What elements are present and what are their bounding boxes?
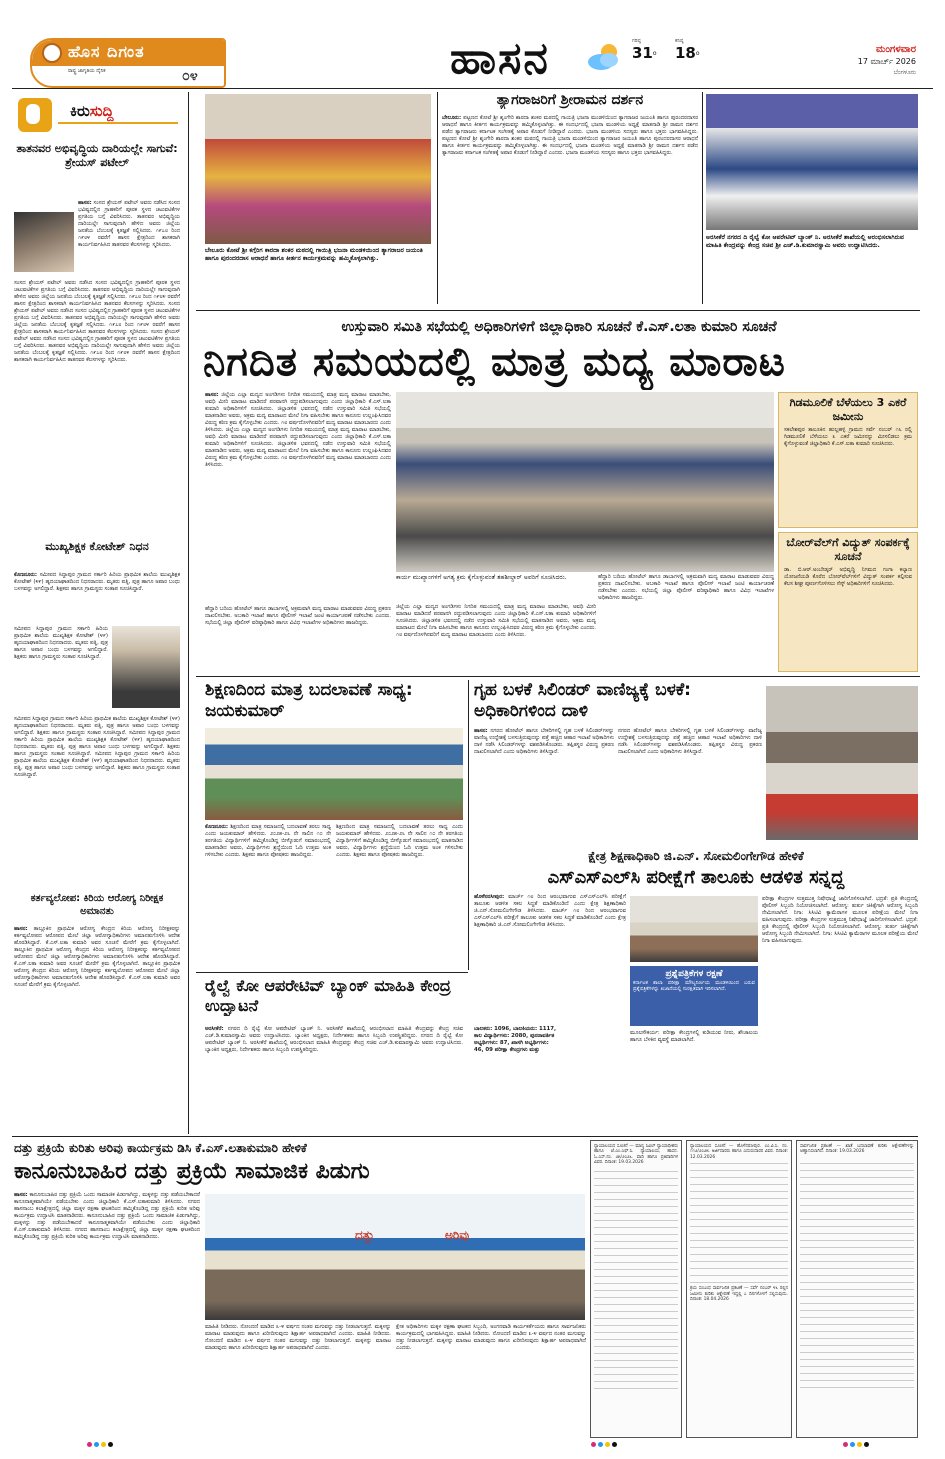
adoption-event-photo [205,1194,585,1320]
story2-text-cont2: ಸಮೀಪದ ಸಿದ್ದಾಪುರ ಗ್ರಾಮದ ಸರ್ಕಾರಿ ಹಿರಿಯ ಪ್ರಾಥಮಿಕ ಶಾಲೆಯ ಮುಖ್ಯಶಿಕ್ಷಕ ಕೋಟೇಶ್ (೪೯) ಹೃದಯಾಘಾತದಿಂದ ನಿಧನರಾದರು. ಮೃತರು ಪತ್ನಿ, ಪುತ್ರ ಹಾಗೂ ಅಪಾರ ಬಂಧು ಬಳಗವನ್ನು ಅಗಲಿದ್ದಾರೆ. ಶಿಕ್ಷಕರು ಹಾಗೂ ಗ್ರಾಮಸ್ಥರು ಸಂತಾಪ ಸೂಚಿಸಿದ್ದಾರೆ. [14,716,180,736]
question-paper-box [630,966,758,1026]
sslc-stat-4: 46, 09 ಪರೀಕ್ಷಾ ಕೇಂದ್ರಗಳು ಮತ್ತು [474,1047,540,1053]
officer-photo [630,896,758,962]
reg-dot-magenta [87,1442,92,1447]
story1-photo [14,212,74,272]
paper-logo [30,38,226,88]
sslc-right-body [762,896,918,1130]
adoption-body [14,1192,200,1436]
raid-photo [766,686,918,840]
max-temp: 31 [632,44,653,63]
cylinder-dateline: ಹಾಸನ: [474,728,488,734]
notice-4-lines [800,1158,914,1388]
story3-dateline: ಹಾಸನ: [14,926,28,932]
lead-kicker: ಉಸ್ತುವಾರಿ ಸಮಿತಿ ಸಭೆಯಲ್ಲಿ ಅಧಿಕಾರಿಗಳಿಗೆ ಜಿಲ್ಲಾಧಿಕಾರಿ ಸೂಚನೆ ಕೆ.ಎಸ್.ಲತಾ ಕುಮಾರಿ ಸೂಚನೆ [341,319,777,335]
bank-text: ನಗರದ ದಿ ರೈಲ್ವೆ ಕೋ ಆಪರೇಟಿವ್ ಬ್ಯಾಂಕ್ ನಿ. ಅರಸೀಕೆರೆ ಶಾಖೆಯಲ್ಲಿ ಆರಂಭಿಸಲಾದ ಮಾಹಿತಿ ಕೇಂದ್ರವನ್ನು ಕೇಂದ್ರ ಸಚಿವ ಎಚ್.ಡಿ.ಕುಮಾರಸ್ವಾಮಿ ಅವರು ಉದ್ಘಾಟಿಸಿದರು. ಬ್ಯಾಂಕಿನ ಅಧ್ಯಕ್ಷರು, ನಿರ್ದೇಶಕರು ಹಾಗೂ ಸಿಬ್ಬಂದಿ ಉಪಸ್ಥಿತರಿದ್ದರು. [205,1026,463,1039]
reg-dot-magenta-3 [843,1442,848,1447]
story2-headline: ಮುಖ್ಯಶಿಕ್ಷಕ ಕೋಟೇಶ್ ನಿಧನ [45,540,149,553]
meeting-caption: ಕಾರ್ಯ ಮುಖ್ಯಾಂಗಳಿಗೆ ಅಗತ್ಯ ಕ್ರಮ ಕೈಗೊಳ್ಳುವಂತೆ ತಹಶೀಲ್ದಾರ್ ಅವರಿಗೆ ಸೂಚಿಸಿದರು. [396,574,567,581]
adoption-dateline: ಹಾಸನ: [14,1192,28,1198]
adoption-text-3: ಕ್ಷೇತ ಅಧಿಕಾರಿಗಳು ಮಕ್ಕಳ ರಕ್ಷಣಾ ಘಟಕದ ಸಿಬ್ಬಂದಿ, ಅಂಗನವಾಡಿ ಕಾರ್ಯಕರ್ತೆಯರು ಹಾಗೂ ಸಾರ್ವಜನಿಕರು ಕಾರ್ಯಕ್ರಮದಲ್ಲಿ ಭಾಗವಹಿಸಿದ್ದರು. [396,1324,586,1337]
adoption-body-2 [205,1324,391,1434]
borewell-headline: ಬೋರ್‌ವೆಲ್‌ಗೆ ವಿದ್ಯುತ್ ಸಂಪರ್ಕಕ್ಕೆ ಸೂಚನೆ [786,536,910,563]
sslc-right-text-cont: ಪರೀಕ್ಷಾ ಕೇಂದ್ರಗಳ ಸುತ್ತಮುತ್ತ ನಿಷೇಧಾಜ್ಞೆ ಜಾರಿಗೊಳಿಸಲಾಗಿದೆ. ಭದ್ರತೆ: ಪ್ರತಿ ಕೇಂದ್ರದಲ್ಲಿ ಪೊಲೀಸ್ ಸಿಬ್ಬಂದಿ ನಿಯೋಜಿಸಲಾಗಿದೆ. ಆರೋಗ್ಯ: ತುರ್ತು ಚಿಕಿತ್ಸೆಗಾಗಿ ಆರೋಗ್ಯ ಸಿಬ್ಬಂದಿ ನೇಮಿಸಲಾಗಿದೆ. ನಿಗಾ: ಸಿಸಿಟಿವಿ ಕ್ಯಾಮೆರಾಗಳ ಮೂಲಕ ಪರೀಕ್ಷೆಯ ಮೇಲೆ ನಿಗಾ ವಹಿಸಲಾಗುವುದು. [762,917,918,944]
story3-headline: ಕರ್ತವ್ಯಲೋಪ: ಕಿರಿಯ ಆರೋಗ್ಯ ನಿರೀಕ್ಷಕ ಅಮಾನತು [30,893,164,917]
min-temp: 18 [675,44,696,63]
weekday: ಮಂಗಳವಾರ [875,44,916,55]
issue-date: 17 ಮಾರ್ಚ್ 2026 [857,56,916,66]
story2-text: ಸಮೀಪದ ಸಿದ್ದಾಪುರ ಗ್ರಾಮದ ಸರ್ಕಾರಿ ಹಿರಿಯ ಪ್ರಾಥಮಿಕ ಶಾಲೆಯ ಮುಖ್ಯಶಿಕ್ಷಕ ಕೋಟೇಶ್ (೪೯) ಹೃದಯಾಘಾತದಿಂದ ನಿಧನರಾದರು. ಮೃತರು ಪತ್ನಿ, ಪುತ್ರ ಹಾಗೂ ಅಪಾರ ಬಂಧು ಬಳಗವನ್ನು ಅಗಲಿದ್ದಾರೆ. ಶಿಕ್ಷಕರು ಹಾಗೂ ಗ್ರಾಮಸ್ಥರು ಸಂತಾಪ ಸೂಚಿಸಿದ್ದಾರೆ. [14,572,180,592]
reg-dot-yellow-3 [857,1442,862,1447]
col-rule-2 [702,92,703,304]
sslc-dateline: ಹೊಳೆನರಸೀಪುರ: [474,894,505,900]
legal-notice-1-text: ನ್ಯಾಯಾಲಯದ ಸೂಚನೆ — ಮಾನ್ಯ ಸಿವಿಲ್ ನ್ಯಾಯಾಧೀಶರು ಹಾಗೂ ಜೆ.ಎಂ.ಎಫ್.ಸಿ. ನ್ಯಾಯಾಲಯ, ಹಾಸನ. ಓ.ಎಸ್.ನಂ. ೨೫/೨೦೨೬. ವಾದಿ ಹಾಗೂ ಪ್ರತಿವಾದಿಗಳ ವಿವರ. ದಿನಾಂಕ: 19.03.2026 [594,1144,678,1166]
education-headline: ಶಿಕ್ಷಣದಿಂದ ಮಾತ್ರ ಬದಲಾವಣೆ ಸಾಧ್ಯ: ಜಯಕುಮಾರ್ [205,680,413,721]
sslc-stats [474,1026,626,1092]
sslc-right-text: ಪರೀಕ್ಷಾ ಕೇಂದ್ರಗಳ ಸುತ್ತಮುತ್ತ ನಿಷೇಧಾಜ್ಞೆ ಜಾರಿಗೊಳಿಸಲಾಗಿದೆ. ಭದ್ರತೆ: ಪ್ರತಿ ಕೇಂದ್ರದಲ್ಲಿ ಪೊಲೀಸ್ ಸಿಬ್ಬಂದಿ ನಿಯೋಜಿಸಲಾಗಿದೆ. ಆರೋಗ್ಯ: ತುರ್ತು ಚಿಕಿತ್ಸೆಗಾಗಿ ಆರೋಗ್ಯ ಸಿಬ್ಬಂದಿ ನೇಮಿಸಲಾಗಿದೆ. ನಿಗಾ: ಸಿಸಿಟಿವಿ ಕ್ಯಾಮೆರಾಗಳ ಮೂಲಕ ಪರೀಕ್ಷೆಯ ಮೇಲೆ ನಿಗಾ ವಹಿಸಲಾಗುವುದು. [762,896,918,923]
adoption-text-2b: ಮಾಹಿತಿ ನೀಡಿದರು. ನೋಂದಣಿ ಮಾಡಿದ ೩-೪ ವರ್ಷದ ನಂತರ ಮಗುವನ್ನು ದತ್ತು ನೀಡಲಾಗುತ್ತದೆ. ಮಕ್ಕಳನ್ನು ಮಾರಾಟ ಮಾಡುವುದು ಹಾಗೂ ಖರೀದಿಸುವುದು ಶಿಕ್ಷಾರ್ಹ ಅಪರಾಧವಾಗಿದೆ ಎಂದರು. [205,1331,391,1351]
col-rule [437,92,438,304]
min-degree: o [695,50,700,58]
reg-dot-yellow-2 [605,1442,610,1447]
kiru-label: ಕಿರುಸುದ್ದಿ [70,102,114,120]
color-registration-mid [590,1442,630,1450]
thyagaraja-body [442,115,698,305]
bank-text-cont: ನಗರದ ದಿ ರೈಲ್ವೆ ಕೋ ಆಪರೇಟಿವ್ ಬ್ಯಾಂಕ್ ನಿ. ಅರಸೀಕೆರೆ ಶಾಖೆಯಲ್ಲಿ ಆರಂಭಿಸಲಾದ ಮಾಹಿತಿ ಕೇಂದ್ರವನ್ನು ಕೇಂದ್ರ ಸಚಿವ ಎಚ್.ಡಿ.ಕುಮಾರಸ್ವಾಮಿ ಅವರು ಉದ್ಘಾಟಿಸಿದರು. ಬ್ಯಾಂಕಿನ ಅಧ್ಯಕ್ಷರು, ನಿರ್ದೇಶಕರು ಹಾಗೂ ಸಿಬ್ಬಂದಿ ಉಪಸ್ಥಿತರಿದ್ದರು. [205,1033,463,1053]
masthead-rule [12,88,933,89]
bank-headline: ರೈಲ್ವೆ ಕೋ ಆಪರೇಟಿವ್ ಬ್ಯಾಂಕ್ ಮಾಹಿತಿ ಕೇಂದ್ರ ಉದ್ಘಾಟನೆ [205,976,451,1015]
legal-notice-1 [590,1140,682,1438]
students-photo [205,728,463,820]
story2-body-cont2 [14,716,180,888]
bottom-section-rule [12,1136,918,1137]
color-registration-left [86,1442,126,1450]
thyagaraja-dateline: ಬೇಲೂರು: [442,115,462,121]
page-number: ೦೪ [182,68,198,84]
story2-body-cont [14,626,108,716]
sslc-headline: ಎಸ್‌ಎಸ್‌ಎಲ್‌ಸಿ ಪರೀಕ್ಷೆಗೆ ತಾಲೂಕು ಆಡಳಿತ ಸನ್ನದ್ದ [547,867,845,888]
adoption-text-3b: ಮಾಹಿತಿ ನೀಡಿದರು. ನೋಂದಣಿ ಮಾಡಿದ ೩-೪ ವರ್ಷದ ನಂತರ ಮಗುವನ್ನು ದತ್ತು ನೀಡಲಾಗುತ್ತದೆ. ಮಕ್ಕಳನ್ನು ಮಾರಾಟ ಮಾಡುವುದು ಹಾಗೂ ಖರೀದಿಸುವುದು ಶಿಕ್ಷಾರ್ಹ ಅಪರಾಧವಾಗಿದೆ ಎಂದರು. [396,1331,586,1351]
bank-inauguration-photo [706,94,918,230]
adoption-body-3 [396,1324,586,1434]
min-temp-label: ಕನಿಷ್ಠ [675,38,684,44]
banner-text-b: ಅರಿವು [445,1228,470,1242]
hand-icon [18,98,52,132]
lead-text-cont: ಜಿಲ್ಲೆಯ ಎಲ್ಲಾ ಮದ್ಯದ ಅಂಗಡಿಗಳು ನಿಗದಿತ ಸಮಯದಲ್ಲಿ ಮಾತ್ರ ಮದ್ಯ ಮಾರಾಟ ಮಾಡಬೇಕು, ಅವಧಿ ಮೀರಿ ಮಾರಾಟ ಮಾಡಿದರೆ ಪರವಾನಗಿ ರದ್ದುಪಡಿಸಲಾಗುವುದು ಎಂದು ಜಿಲ್ಲಾಧಿಕಾರಿ ಕೆ.ಎಸ್.ಲತಾ ಕುಮಾರಿ ಅಧಿಕಾರಿಗಳಿಗೆ ಸೂಚಿಸಿದರು. ಜಿಲ್ಲಾಡಳಿತ ಭವನದಲ್ಲಿ ನಡೆದ ಉಸ್ತುವಾರಿ ಸಮಿತಿ ಸಭೆಯಲ್ಲಿ ಮಾತನಾಡಿದ ಅವರು, ಅಕ್ರಮ ಮದ್ಯ ಮಾರಾಟದ ಮೇಲೆ ನಿಗಾ ವಹಿಸಬೇಕು ಹಾಗೂ ಕಾನೂನು ಉಲ್ಲಂಘಿಸಿದವರ ವಿರುದ್ಧ ಕಠಿಣ ಕ್ರಮ ಕೈಗೊಳ್ಳಬೇಕು ಎಂದರು. ೧೮ ವರ್ಷದೊಳಗಿನವರಿಗೆ ಮದ್ಯ ಮಾರಾಟ ಮಾಡಬಾರದು ಎಂದು ತಿಳಿಸಿದರು. [205,427,391,468]
lead-bottom-rule [196,676,920,677]
lead-dateline: ಹಾಸನ: [205,392,219,398]
story2-text-cont: ಸಮೀಪದ ಸಿದ್ದಾಪುರ ಗ್ರಾಮದ ಸರ್ಕಾರಿ ಹಿರಿಯ ಪ್ರಾಥಮಿಕ ಶಾಲೆಯ ಮುಖ್ಯಶಿಕ್ಷಕ ಕೋಟೇಶ್ (೪೯) ಹೃದಯಾಘಾತದಿಂದ ನಿಧನರಾದರು. ಮೃತರು ಪತ್ನಿ, ಪುತ್ರ ಹಾಗೂ ಅಪಾರ ಬಂಧು ಬಳಗವನ್ನು ಅಗಲಿದ್ದಾರೆ. ಶಿಕ್ಷಕರು ಹಾಗೂ ಗ್ರಾಮಸ್ಥರು ಸಂತಾಪ ಸೂಚಿಸಿದ್ದಾರೆ. [14,626,108,660]
lead-top-rule [196,310,920,311]
sslc-body [474,894,626,1024]
borewell-body: ಡಾ. ಬಿ.ಆರ್.ಅಂಬೇಡ್ಕರ್ ಅಭಿವೃದ್ಧಿ ನಿಗಮದ ಗಂಗಾ ಕಲ್ಯಾಣ ಯೋಜನೆಯಡಿ ಕೊರೆದ ಬೋರ್‌ವೆಲ್‌ಗಳಿಗೆ ವಿದ್ಯುತ್ ಸಂಪರ್ಕ ಕಲ್ಪಿಸುವ ಕೆಲಸ ಶೀಘ್ರ ಪೂರ್ಣಗೊಳಿಸಲು ಸೆಸ್ಕ್ ಅಧಿಕಾರಿಗಳಿಗೆ ಸೂಚಿಸಿದರು. [784,567,912,587]
adoption-headline: ಕಾನೂನುಬಾಹಿರ ದತ್ತು ಪ್ರಕ್ರಿಯೆ ಸಾಮಾಜಿಕ ಪಿಡುಗು [14,1159,370,1184]
story2-text-cont3: ಸಮೀಪದ ಸಿದ್ದಾಪುರ ಗ್ರಾಮದ ಸರ್ಕಾರಿ ಹಿರಿಯ ಪ್ರಾಥಮಿಕ ಶಾಲೆಯ ಮುಖ್ಯಶಿಕ್ಷಕ ಕೋಟೇಶ್ (೪೯) ಹೃದಯಾಘಾತದಿಂದ ನಿಧನರಾದರು. ಮೃತರು ಪತ್ನಿ, ಪುತ್ರ ಹಾಗೂ ಅಪಾರ ಬಂಧು ಬಳಗವನ್ನು ಅಗಲಿದ್ದಾರೆ. ಶಿಕ್ಷಕರು ಹಾಗೂ ಗ್ರಾಮಸ್ಥರು ಸಂತಾಪ ಸೂಚಿಸಿದ್ದಾರೆ. [14,730,180,757]
color-registration-right [842,1442,882,1450]
story2-dateline: ಕೊಣನೂರು: [14,572,38,578]
mid-col-rule [468,680,469,970]
reg-dot-black [108,1442,113,1447]
legal-notice-3-text: ಕ್ರಯ ಸಂಬಂಧ ಸಾರ್ವಜನಿಕ ಪ್ರಕಟಣೆ — ಸರ್ವೆ ನಂಬರ್ ೪೬ ರಲ್ಲಿನ ಜಮೀನು ಕುರಿತು ಆಕ್ಷೇಪಣೆ ಇದ್ದಲ್ಲಿ ೭ ದಿನಗಳೊಳಗೆ ಸಲ್ಲಿಸುವುದು. ದಿನಾಂಕ: 18.04.2026 [690,1286,788,1303]
lead-body-4 [396,604,596,672]
kiru-suddi-badge [12,96,180,138]
story2-body [14,572,180,620]
cylinder-text: ನಗರದ ಹೋಟೆಲ್ ಹಾಗೂ ಬೇಕರಿಗಳಲ್ಲಿ ಗೃಹ ಬಳಕೆ ಸಿಲಿಂಡರ್‌ಗಳನ್ನು ವಾಣಿಜ್ಯ ಉದ್ದೇಶಕ್ಕೆ ಬಳಸುತ್ತಿರುವುದನ್ನು ಪತ್ತೆ ಹಚ್ಚಿದ ಆಹಾರ ಇಲಾಖೆ ಅಧಿಕಾರಿಗಳು ದಾಳಿ ನಡೆಸಿ ಸಿಲಿಂಡರ್‌ಗಳನ್ನು ವಶಪಡಿಸಿಕೊಂಡರು. ತಪ್ಪಿತಸ್ಥರ ವಿರುದ್ಧ ಪ್ರಕರಣ ದಾಖಲಿಸಲಾಗಿದೆ ಎಂದು ಅಧಿಕಾರಿಗಳು ತಿಳಿಸಿದ್ದಾರೆ. [474,728,614,755]
story1-text-cont3: ಸಂಸದ ಶ್ರೇಯಸ್ ಪಟೇಲ್ ಅವರು ನಡೆಸಿದ ಸಂಸದ ಭವಿಷ್ಯದಲ್ಲಿನ ಗ್ರಾಹಕರಿಗೆ ಪೂರಕ ಸ್ಥಳದ ಚಟುವಟಿಕೆಗಳ ಪ್ರಗತಿಯ ಬಗ್ಗೆ ವಿವರಿಸಿದರು. ತಾತನವರ ಅಭಿವೃದ್ಧಿಯ ದಾರಿಯಲ್ಲೇ ಸಾಗುವುದಾಗಿ ಹೇಳಿದ ಅವರು ಜಿಲ್ಲೆಯ ಜನತೆಯ ಬೆಂಬಲಕ್ಕೆ ಕೃತಜ್ಞತೆ ಸಲ್ಲಿಸಿದರು. ೧೯೭೮ ರಿಂದ ೧೯೮೪ ರವರೆಗೆ ಹಾಸನ ಕ್ಷೇತ್ರದಿಂದ ಶಾಸಕರಾಗಿ ಕಾರ್ಯನಿರ್ವಹಿಸಿದ ತಾತನವರ ಕೆಲಸಗಳನ್ನು ಸ್ಮರಿಸಿದರು. [14,329,180,363]
reg-dot-black-3 [864,1442,869,1447]
sslc-text: ಮಾರ್ಚ್ ೧೮ ರಿಂದ ಆರಂಭವಾಗುವ ಎಸ್‌ಎಸ್‌ಎಲ್‌ಸಿ ಪರೀಕ್ಷೆಗೆ ತಾಲೂಕು ಆಡಳಿತ ಸಕಲ ಸಿದ್ಧತೆ ಮಾಡಿಕೊಂಡಿದೆ ಎಂದು ಕ್ಷೇತ್ರ ಶಿಕ್ಷಣಾಧಿಕಾರಿ ಜಿ.ಎನ್.ಸೋಮಲಿಂಗೇಗೌಡ ತಿಳಿಸಿದರು. [474,894,626,914]
cylinder-text-2: ನಗರದ ಹೋಟೆಲ್ ಹಾಗೂ ಬೇಕರಿಗಳಲ್ಲಿ ಗೃಹ ಬಳಕೆ ಸಿಲಿಂಡರ್‌ಗಳನ್ನು ವಾಣಿಜ್ಯ ಉದ್ದೇಶಕ್ಕೆ ಬಳಸುತ್ತಿರುವುದನ್ನು ಪತ್ತೆ ಹಚ್ಚಿದ ಆಹಾರ ಇಲಾಖೆ ಅಧಿಕಾರಿಗಳು ದಾಳಿ ನಡೆಸಿ ಸಿಲಿಂಡರ್‌ಗಳನ್ನು ವಶಪಡಿಸಿಕೊಂಡರು. ತಪ್ಪಿತಸ್ಥರ ವಿರುದ್ಧ ಪ್ರಕರಣ ದಾಖಲಿಸಲಾಗಿದೆ ಎಂದು ಅಧಿಕಾರಿಗಳು ತಿಳಿಸಿದ್ದಾರೆ. [618,728,762,755]
legal-notice-4-text: ಸಾರ್ವಜನಿಕ ಪ್ರಕಟಣೆ — ಖಾತೆ ಬದಲಾವಣೆ ಕುರಿತು ಆಕ್ಷೇಪಣೆಗಳನ್ನು ಆಹ್ವಾನಿಸಲಾಗಿದೆ. ದಿನಾಂಕ: 19.03.2026 [800,1144,914,1155]
sslc-stat-3: ಅಭ್ಯರ್ಥಿಗಳು: 87, ಖಾಸಗಿ ಅಭ್ಯರ್ಥಿಗಳು: [474,1040,549,1046]
paper-name: ಹೊಸ ದಿಗಂತ [68,42,145,61]
reg-dot-magenta-2 [591,1442,596,1447]
bank-top-rule [196,972,468,973]
thyagaraja-text-cont: ಪಟ್ಟಣದ ಕೋಟೆ ಶ್ರೀ ಶೃಂಗೇರಿ ಶಾರದಾ ಶಂಕರ ಮಠದಲ್ಲಿ ಗಾಯತ್ರಿ ಭಜನಾ ಮಂಡಳಿಯಿಂದ ತ್ಯಾಗರಾಜರ ಜಯಂತಿ ಹಾಗೂ ಪುರಂದರದಾಸರ ಆರಾಧನೆ ಹಾಗೂ ಕೀರ್ತನ ಕಾರ್ಯಕ್ರಮವನ್ನು ಹಮ್ಮಿಕೊಳ್ಳಲಾಗಿತ್ತು. ಈ ಸಂದರ್ಭದಲ್ಲಿ ಭಜನಾ ಮಂಡಳಿಯ ಅಧ್ಯಕ್ಷೆ ಮಾತನಾಡಿ ಶ್ರೀ ರಾಮನ ದರ್ಶನ ಪಡೆದ ತ್ಯಾಗರಾಜರು ಕರ್ನಾಟಕ ಸಂಗೀತಕ್ಕೆ ಅಪಾರ ಕೊಡುಗೆ ನೀಡಿದ್ದಾರೆ ಎಂದರು. ಭಜನಾ ಮಂಡಳಿಯ ಸದಸ್ಯರು ಹಾಗೂ ಭಕ್ತರು ಭಾಗವಹಿಸಿದ್ದರು. [442,136,698,156]
min-temp-block [675,38,725,78]
reg-dot-yellow [101,1442,106,1447]
weather-icon [585,40,625,74]
education-body-2 [336,824,463,970]
lead-body-2 [598,574,774,670]
education-text-2: ಶಿಕ್ಷಣದಿಂದ ಮಾತ್ರ ಸಮಾಜದಲ್ಲಿ ಬದಲಾವಣೆ ತರಲು ಸಾಧ್ಯ ಎಂದು ಜಯಕುಮಾರ್ ಹೇಳಿದರು. ೨೦೨೫-೨೬ ನೇ ಸಾಲಿನ ೧೦ ನೇ ತರಗತಿಯ ವಿದ್ಯಾರ್ಥಿಗಳಿಗೆ ಹಮ್ಮಿಕೊಂಡಿದ್ದ ಬೀಳ್ಕೊಡುಗೆ ಸಮಾರಂಭದಲ್ಲಿ ಮಾತನಾಡಿದ ಅವರು, ವಿದ್ಯಾರ್ಥಿಗಳು ಶ್ರದ್ಧೆಯಿಂದ ಓದಿ ಉತ್ತಮ ಅಂಕ ಗಳಿಸಬೇಕು ಎಂದರು. ಶಿಕ್ಷಕರು ಹಾಗೂ ಪೋಷಕರು ಹಾಜರಿದ್ದರು. [336,824,463,858]
sslc-kicker: ಕ್ಷೇತ್ರ ಶಿಕ್ಷಣಾಧಿಕಾರಿ ಜಿ.ಎನ್. ಸೋಮಲಿಂಗೇಗೌಡ ಹೇಳಿಕೆ [588,849,804,863]
lead-body-3 [205,606,391,672]
meeting-photo [396,392,774,572]
story1-body-cont [14,280,180,518]
story1-headline: ತಾತನವರ ಅಭಿವೃದ್ಧಿಯ ದಾರಿಯಲ್ಲೇ ಸಾಗುವೆ: ಶ್ರೇಯಸ್ ಪಟೇಲ್ [16,142,178,169]
adoption-text-2: ಮಾಹಿತಿ ನೀಡಿದರು. ನೋಂದಣಿ ಮಾಡಿದ ೩-೪ ವರ್ಷದ ನಂತರ ಮಗುವನ್ನು ದತ್ತು ನೀಡಲಾಗುತ್ತದೆ. ಮಕ್ಕಳನ್ನು ಮಾರಾಟ ಮಾಡುವುದು ಹಾಗೂ ಖರೀದಿಸುವುದು ಶಿಕ್ಷಾರ್ಹ ಅಪರಾಧವಾಗಿದೆ ಎಂದರು. [205,1324,391,1337]
story1-dateline: ಹಾಸನ: [78,200,92,206]
max-degree: o [652,50,657,58]
lead-text-3: ಹೆದ್ದಾರಿ ಬದಿಯ ಹೋಟೆಲ್ ಹಾಗೂ ಡಾಬಾಗಳಲ್ಲಿ ಅಕ್ರಮವಾಗಿ ಮದ್ಯ ಮಾರಾಟ ಮಾಡುವವರ ವಿರುದ್ಧ ಪ್ರಕರಣ ದಾಖಲಿಸಬೇಕು. ಅಬಕಾರಿ ಇಲಾಖೆ ಹಾಗೂ ಪೊಲೀಸ್ ಇಲಾಖೆ ಜಂಟಿ ಕಾರ್ಯಾಚರಣೆ ನಡೆಸಬೇಕು ಎಂದರು. ಸಭೆಯಲ್ಲಿ ಜಿಲ್ಲಾ ಪೊಲೀಸ್ ವರಿಷ್ಠಾಧಿಕಾರಿ ಹಾಗೂ ವಿವಿಧ ಇಲಾಖೆಗಳ ಅಧಿಕಾರಿಗಳು ಹಾಜರಿದ್ದರು. [205,606,391,626]
lead-text: ಜಿಲ್ಲೆಯ ಎಲ್ಲಾ ಮದ್ಯದ ಅಂಗಡಿಗಳು ನಿಗದಿತ ಸಮಯದಲ್ಲಿ ಮಾತ್ರ ಮದ್ಯ ಮಾರಾಟ ಮಾಡಬೇಕು, ಅವಧಿ ಮೀರಿ ಮಾರಾಟ ಮಾಡಿದರೆ ಪರವಾನಗಿ ರದ್ದುಪಡಿಸಲಾಗುವುದು ಎಂದು ಜಿಲ್ಲಾಧಿಕಾರಿ ಕೆ.ಎಸ್.ಲತಾ ಕುಮಾರಿ ಅಧಿಕಾರಿಗಳಿಗೆ ಸೂಚಿಸಿದರು. ಜಿಲ್ಲಾಡಳಿತ ಭವನದಲ್ಲಿ ನಡೆದ ಉಸ್ತುವಾರಿ ಸಮಿತಿ ಸಭೆಯಲ್ಲಿ ಮಾತನಾಡಿದ ಅವರು, ಅಕ್ರಮ ಮದ್ಯ ಮಾರಾಟದ ಮೇಲೆ ನಿಗಾ ವಹಿಸಬೇಕು ಹಾಗೂ ಕಾನೂನು ಉಲ್ಲಂಘಿಸಿದವರ ವಿರುದ್ಧ ಕಠಿಣ ಕ್ರಮ ಕೈಗೊಳ್ಳಬೇಕು ಎಂದರು. ೧೮ ವರ್ಷದೊಳಗಿನವರಿಗೆ ಮದ್ಯ ಮಾರಾಟ ಮಾಡಬಾರದು ಎಂದು ತಿಳಿಸಿದರು. [205,392,391,433]
story2-text-cont4: ಸಮೀಪದ ಸಿದ್ದಾಪುರ ಗ್ರಾಮದ ಸರ್ಕಾರಿ ಹಿರಿಯ ಪ್ರಾಥಮಿಕ ಶಾಲೆಯ ಮುಖ್ಯಶಿಕ್ಷಕ ಕೋಟೇಶ್ (೪೯) ಹೃದಯಾಘಾತದಿಂದ ನಿಧನರಾದರು. ಮೃತರು ಪತ್ನಿ, ಪುತ್ರ ಹಾಗೂ ಅಪಾರ ಬಂಧು ಬಳಗವನ್ನು ಅಗಲಿದ್ದಾರೆ. ಶಿಕ್ಷಕರು ಹಾಗೂ ಗ್ರಾಮಸ್ಥರು ಸಂತಾಪ ಸೂಚಿಸಿದ್ದಾರೆ. [14,751,180,778]
thyagaraja-headline: ತ್ಯಾಗರಾಜರಿಗೆ ಶ್ರೀರಾಮನ ದರ್ಶನ [496,92,644,108]
story1-text-cont: ಸಂಸದ ಶ್ರೇಯಸ್ ಪಟೇಲ್ ಅವರು ನಡೆಸಿದ ಸಂಸದ ಭವಿಷ್ಯದಲ್ಲಿನ ಗ್ರಾಹಕರಿಗೆ ಪೂರಕ ಸ್ಥಳದ ಚಟುವಟಿಕೆಗಳ ಪ್ರಗತಿಯ ಬಗ್ಗೆ ವಿವರಿಸಿದರು. ತಾತನವರ ಅಭಿವೃದ್ಧಿಯ ದಾರಿಯಲ್ಲೇ ಸಾಗುವುದಾಗಿ ಹೇಳಿದ ಅವರು ಜಿಲ್ಲೆಯ ಜನತೆಯ ಬೆಂಬಲಕ್ಕೆ ಕೃತಜ್ಞತೆ ಸಲ್ಲಿಸಿದರು. ೧೯೭೮ ರಿಂದ ೧೯೮೪ ರವರೆಗೆ ಹಾಸನ ಕ್ಷೇತ್ರದಿಂದ ಶಾಸಕರಾಗಿ ಕಾರ್ಯನಿರ್ವಹಿಸಿದ ತಾತನವರ ಕೆಲಸಗಳನ್ನು ಸ್ಮರಿಸಿದರು. [14,280,180,307]
edition: ಬೆಂಗಳೂರು [893,68,916,76]
legal-notice-4 [796,1140,918,1438]
story3-body [14,926,180,1130]
sslc-stat-1: ಬಾಲಕರು: 1096, ಬಾಲಕಿಯರು: 1117, [474,1026,557,1032]
lead-text-4: ಜಿಲ್ಲೆಯ ಎಲ್ಲಾ ಮದ್ಯದ ಅಂಗಡಿಗಳು ನಿಗದಿತ ಸಮಯದಲ್ಲಿ ಮಾತ್ರ ಮದ್ಯ ಮಾರಾಟ ಮಾಡಬೇಕು, ಅವಧಿ ಮೀರಿ ಮಾರಾಟ ಮಾಡಿದರೆ ಪರವಾನಗಿ ರದ್ದುಪಡಿಸಲಾಗುವುದು ಎಂದು ಜಿಲ್ಲಾಧಿಕಾರಿ ಕೆ.ಎಸ್.ಲತಾ ಕುಮಾರಿ ಅಧಿಕಾರಿಗಳಿಗೆ ಸೂಚಿಸಿದರು. ಜಿಲ್ಲಾಡಳಿತ ಭವನದಲ್ಲಿ ನಡೆದ ಉಸ್ತುವಾರಿ ಸಮಿತಿ ಸಭೆಯಲ್ಲಿ ಮಾತನಾಡಿದ ಅವರು, ಅಕ್ರಮ ಮದ್ಯ ಮಾರಾಟದ ಮೇಲೆ ನಿಗಾ ವಹಿಸಬೇಕು ಹಾಗೂ ಕಾನೂನು ಉಲ್ಲಂಘಿಸಿದವರ ವಿರುದ್ಧ ಕಠಿಣ ಕ್ರಮ ಕೈಗೊಳ್ಳಬೇಕು ಎಂದರು. ೧೮ ವರ್ಷದೊಳಗಿನವರಿಗೆ ಮದ್ಯ ಮಾರಾಟ ಮಾಡಬಾರದು ಎಂದು ತಿಳಿಸಿದರು. [396,604,596,638]
legal-notice-2-text: ನ್ಯಾಯಾಲಯದ ಸೂಚನೆ — ಹೊಳೆನರಸೀಪುರ. ಎಂ.ವಿ.ಸಿ. ನಂ. ೧೧೨/೨೦೨೫. ಅರ್ಜಿದಾರರು ಹಾಗೂ ಎದುರುದಾರರ ವಿವರ. ದಿನಾಂಕ: 12.03.2026 [690,1144,788,1160]
bank-photo-caption: ಅರಸೀಕೆರೆ ನಗರದ ದಿ ರೈಲ್ವೆ ಕೋ ಆಪರೇಟಿವ್ ಬ್ಯಾಂಕ್ ನಿ. ಅರಸೀಕೆರೆ ಶಾಖೆಯಲ್ಲಿ ಆರಂಭಿಸಲಾಗಿರುವ ಮಾಹಿತಿ ಕೇಂದ್ರವನ್ನು ಕೇಂದ್ರ ಸಚಿವ ಶ್ರೀ ಎಚ್.ಡಿ.ಕುಮಾರಸ್ವಾಮಿ ಅವರು ಉದ್ಘಾಟಿಸಿದರು. [706,234,904,249]
education-dateline: ಕೊಣನೂರು: [205,824,229,830]
story1-text: ಸಂಸದ ಶ್ರೇಯಸ್ ಪಟೇಲ್ ಅವರು ನಡೆಸಿದ ಸಂಸದ ಭವಿಷ್ಯದಲ್ಲಿನ ಗ್ರಾಹಕರಿಗೆ ಪೂರಕ ಸ್ಥಳದ ಚಟುವಟಿಕೆಗಳ ಪ್ರಗತಿಯ ಬಗ್ಗೆ ವಿವರಿಸಿದರು. ತಾತನವರ ಅಭಿವೃದ್ಧಿಯ ದಾರಿಯಲ್ಲೇ ಸಾಗುವುದಾಗಿ ಹೇಳಿದ ಅವರು ಜಿಲ್ಲೆಯ ಜನತೆಯ ಬೆಂಬಲಕ್ಕೆ ಕೃತಜ್ಞತೆ ಸಲ್ಲಿಸಿದರು. ೧೯೭೮ ರಿಂದ ೧೯೮೪ ರವರೆಗೆ ಹಾಸನ ಕ್ಷೇತ್ರದಿಂದ ಶಾಸಕರಾಗಿ ಕಾರ್ಯನಿರ್ವಹಿಸಿದ ತಾತನವರ ಕೆಲಸಗಳನ್ನು ಸ್ಮರಿಸಿದರು. [78,200,180,248]
notice-2-lines [690,1163,788,1283]
lead-text-2: ಹೆದ್ದಾರಿ ಬದಿಯ ಹೋಟೆಲ್ ಹಾಗೂ ಡಾಬಾಗಳಲ್ಲಿ ಅಕ್ರಮವಾಗಿ ಮದ್ಯ ಮಾರಾಟ ಮಾಡುವವರ ವಿರುದ್ಧ ಪ್ರಕರಣ ದಾಖಲಿಸಬೇಕು. ಅಬಕಾರಿ ಇಲಾಖೆ ಹಾಗೂ ಪೊಲೀಸ್ ಇಲಾಖೆ ಜಂಟಿ ಕಾರ್ಯಾಚರಣೆ ನಡೆಸಬೇಕು ಎಂದರು. ಸಭೆಯಲ್ಲಿ ಜಿಲ್ಲಾ ಪೊಲೀಸ್ ವರಿಷ್ಠಾಧಿಕಾರಿ ಹಾಗೂ ವಿವಿಧ ಇಲಾಖೆಗಳ ಅಧಿಕಾರಿಗಳು ಹಾಜರಿದ್ದರು. [598,574,774,601]
reg-dot-cyan [94,1442,99,1447]
cylinder-headline: ಗೃಹ ಬಳಕೆ ಸಿಲಿಂಡರ್ ವಾಣಿಜ್ಯಕ್ಕೆ ಬಳಕೆ: ಅಧಿಕಾರಿಗಳಿಂದ ದಾಳಿ [474,680,691,721]
max-temp-label: ಗರಿಷ್ಠ [632,38,641,44]
date-block [808,44,916,76]
herbal-land-headline: ಗಿಡಮೂಲಿಕೆ ಬೆಳೆಯಲು 3 ಎಕರೆ ಜಮೀನು [789,396,907,423]
reg-dot-cyan-3 [850,1442,855,1447]
story3-text-cont2: ತಾಲ್ಲೂಕಿನ ಪ್ರಾಥಮಿಕ ಆರೋಗ್ಯ ಕೇಂದ್ರದ ಕಿರಿಯ ಆರೋಗ್ಯ ನಿರೀಕ್ಷಕರನ್ನು ಕರ್ತವ್ಯಲೋಪದ ಆರೋಪದ ಮೇಲೆ ಜಿಲ್ಲಾ ಆರೋಗ್ಯಾಧಿಕಾರಿಗಳು ಅಮಾನತುಗೊಳಿಸಿ ಆದೇಶ ಹೊರಡಿಸಿದ್ದಾರೆ. ಕೆ.ಎಸ್.ಲತಾ ಕುಮಾರಿ ಅವರ ಸೂಚನೆ ಮೇರೆಗೆ ಕ್ರಮ ಕೈಗೊಳ್ಳಲಾಗಿದೆ. [14,961,180,988]
question-paper-headline: ಪ್ರಶ್ನೆಪತ್ರಿಕೆಗಳ ರಕ್ಷಣೆ [665,969,723,979]
thyagaraja-text: ಪಟ್ಟಣದ ಕೋಟೆ ಶ್ರೀ ಶೃಂಗೇರಿ ಶಾರದಾ ಶಂಕರ ಮಠದಲ್ಲಿ ಗಾಯತ್ರಿ ಭಜನಾ ಮಂಡಳಿಯಿಂದ ತ್ಯಾಗರಾಜರ ಜಯಂತಿ ಹಾಗೂ ಪುರಂದರದಾಸರ ಆರಾಧನೆ ಹಾಗೂ ಕೀರ್ತನ ಕಾರ್ಯಕ್ರಮವನ್ನು ಹಮ್ಮಿಕೊಳ್ಳಲಾಗಿತ್ತು. ಈ ಸಂದರ್ಭದಲ್ಲಿ ಭಜನಾ ಮಂಡಳಿಯ ಅಧ್ಯಕ್ಷೆ ಮಾತನಾಡಿ ಶ್ರೀ ರಾಮನ ದರ್ಶನ ಪಡೆದ ತ್ಯಾಗರಾಜರು ಕರ್ನಾಟಕ ಸಂಗೀತಕ್ಕೆ ಅಪಾರ ಕೊಡುಗೆ ನೀಡಿದ್ದಾರೆ ಎಂದರು. ಭಜನಾ ಮಂಡಳಿಯ ಸದಸ್ಯರು ಹಾಗೂ ಭಕ್ತರು ಭಾಗವಹಿಸಿದ್ದರು. [442,115,698,135]
herbal-land-box [778,392,918,528]
sslc-body-2 [630,1030,758,1130]
education-body [205,824,331,970]
bank-dateline: ಅರಸೀಕೆರೆ: [205,1026,224,1032]
temple-photo-caption: ಬೇಲೂರು ಕೋಟೆ ಶ್ರೀ ಕಗ್ಗೆರಿಗ ಕಾರದಾ ಶಂಕರ ಮಠದಲ್ಲಿ ಗಾಯಿತ್ರಿ ಭಜನಾ ಮಂಡಳಿಯಿಂದ ತ್ಯಾಗರಾಜರ ಜಯಂತಿ ಹಾಗೂ ಪುರಂದರದಾಸ ಆರಾಧನೆ ಹಾಗೂ ಕೀರ್ತನ ಕಾರ್ಯಕ್ರಮವನ್ನು ಹಮ್ಮಿಕೊಳ್ಳಲಾಗಿತ್ತು. [205,247,423,262]
adoption-text-cont: ಕಾನೂನುಬಾಹಿರ ದತ್ತು ಪ್ರಕ್ರಿಯೆ ಒಂದು ಸಾಮಾಜಿಕ ಪಿಡುಗಾಗಿದ್ದು, ಮಕ್ಕಳನ್ನು ದತ್ತು ಪಡೆಯಬೇಕಾದರೆ ಕಾನೂನಾತ್ಮಕವಾಗಿಯೇ ಪಡೆಯಬೇಕು ಎಂದು ಜಿಲ್ಲಾಧಿಕಾರಿ ಕೆ.ಎಸ್.ಲತಾಕುಮಾರಿ ತಿಳಿಸಿದರು. ನಗರದ ಹಾಸನಾಂಬ ಕಲಾಕ್ಷೇತ್ರದಲ್ಲಿ ಜಿಲ್ಲಾ ಮಕ್ಕಳ ರಕ್ಷಣಾ ಘಟಕದಿಂದ ಹಮ್ಮಿಕೊಂಡಿದ್ದ ದತ್ತು ಪ್ರಕ್ರಿಯೆ ಕುರಿತ ಅರಿವು ಕಾರ್ಯಕ್ರಮ ಉದ್ಘಾಟಿಸಿ ಮಾತನಾಡಿದರು. [14,1213,200,1240]
borewell-box [778,532,918,672]
reg-dot-black-2 [612,1442,617,1447]
reg-dot-cyan-2 [598,1442,603,1447]
story3-text-cont: ತಾಲ್ಲೂಕಿನ ಪ್ರಾಥಮಿಕ ಆರೋಗ್ಯ ಕೇಂದ್ರದ ಕಿರಿಯ ಆರೋಗ್ಯ ನಿರೀಕ್ಷಕರನ್ನು ಕರ್ತವ್ಯಲೋಪದ ಆರೋಪದ ಮೇಲೆ ಜಿಲ್ಲಾ ಆರೋಗ್ಯಾಧಿಕಾರಿಗಳು ಅಮಾನತುಗೊಳಿಸಿ ಆದೇಶ ಹೊರಡಿಸಿದ್ದಾರೆ. ಕೆ.ಎಸ್.ಲತಾ ಕುಮಾರಿ ಅವರ ಸೂಚನೆ ಮೇರೆಗೆ ಕ್ರಮ ಕೈಗೊಳ್ಳಲಾಗಿದೆ. [14,947,180,967]
cylinder-body-2 [618,728,762,844]
legal-notice-2 [686,1140,792,1438]
education-text: ಶಿಕ್ಷಣದಿಂದ ಮಾತ್ರ ಸಮಾಜದಲ್ಲಿ ಬದಲಾವಣೆ ತರಲು ಸಾಧ್ಯ ಎಂದು ಜಯಕುಮಾರ್ ಹೇಳಿದರು. ೨೦೨೫-೨೬ ನೇ ಸಾಲಿನ ೧೦ ನೇ ತರಗತಿಯ ವಿದ್ಯಾರ್ಥಿಗಳಿಗೆ ಹಮ್ಮಿಕೊಂಡಿದ್ದ ಬೀಳ್ಕೊಡುಗೆ ಸಮಾರಂಭದಲ್ಲಿ ಮಾತನಾಡಿದ ಅವರು, ವಿದ್ಯಾರ್ಥಿಗಳು ಶ್ರದ್ಧೆಯಿಂದ ಓದಿ ಉತ್ತಮ ಅಂಕ ಗಳಿಸಬೇಕು ಎಂದರು. ಶಿಕ್ಷಕರು ಹಾಗೂ ಪೋಷಕರು ಹಾಜರಿದ್ದರು. [205,824,331,858]
lead-body [205,392,391,604]
story2-portrait [112,626,180,708]
sslc-text-cont: ಮಾರ್ಚ್ ೧೮ ರಿಂದ ಆರಂಭವಾಗುವ ಎಸ್‌ಎಸ್‌ಎಲ್‌ಸಿ ಪರೀಕ್ಷೆಗೆ ತಾಲೂಕು ಆಡಳಿತ ಸಕಲ ಸಿದ್ಧತೆ ಮಾಡಿಕೊಂಡಿದೆ ಎಂದು ಕ್ಷೇತ್ರ ಶಿಕ್ಷಣಾಧಿಕಾರಿ ಜಿ.ಎನ್.ಸೋಮಲಿಂಗೇಗೌಡ ತಿಳಿಸಿದರು. [474,908,626,928]
temple-event-photo [205,94,431,244]
adoption-kicker: ದತ್ತು ಪ್ರಕ್ರಿಯೆ ಕುರಿತು ಅರಿವು ಕಾರ್ಯಕ್ರಮ ಡಿಸಿ ಕೆ.ಎಸ್.ಲತಾಕುಮಾರಿ ಹೇಳಿಕೆ [14,1141,307,1155]
story3-text: ತಾಲ್ಲೂಕಿನ ಪ್ರಾಥಮಿಕ ಆರೋಗ್ಯ ಕೇಂದ್ರದ ಕಿರಿಯ ಆರೋಗ್ಯ ನಿರೀಕ್ಷಕರನ್ನು ಕರ್ತವ್ಯಲೋಪದ ಆರೋಪದ ಮೇಲೆ ಜಿಲ್ಲಾ ಆರೋಗ್ಯಾಧಿಕಾರಿಗಳು ಅಮಾನತುಗೊಳಿಸಿ ಆದೇಶ ಹೊರಡಿಸಿದ್ದಾರೆ. ಕೆ.ಎಸ್.ಲತಾ ಕುಮಾರಿ ಅವರ ಸೂಚನೆ ಮೇರೆಗೆ ಕ್ರಮ ಕೈಗೊಳ್ಳಲಾಗಿದೆ. [14,926,180,946]
tagline: ರಾಷ್ಟ್ರ ಜಾಗೃತಿಯ ದೈನಿಕ [68,68,106,74]
notice-1-lines [594,1169,678,1389]
emblem-icon [42,43,62,63]
banner-text-a: ದತ್ತು [355,1228,374,1242]
lead-headline: ನಿಗದಿತ ಸಮಯದಲ್ಲಿ ಮಾತ್ರ ಮದ್ಯ ಮಾರಾಟ [203,339,786,385]
story1-text-cont2: ಸಂಸದ ಶ್ರೇಯಸ್ ಪಟೇಲ್ ಅವರು ನಡೆಸಿದ ಸಂಸದ ಭವಿಷ್ಯದಲ್ಲಿನ ಗ್ರಾಹಕರಿಗೆ ಪೂರಕ ಸ್ಥಳದ ಚಟುವಟಿಕೆಗಳ ಪ್ರಗತಿಯ ಬಗ್ಗೆ ವಿವರಿಸಿದರು. ತಾತನವರ ಅಭಿವೃದ್ಧಿಯ ದಾರಿಯಲ್ಲೇ ಸಾಗುವುದಾಗಿ ಹೇಳಿದ ಅವರು ಜಿಲ್ಲೆಯ ಜನತೆಯ ಬೆಂಬಲಕ್ಕೆ ಕೃತಜ್ಞತೆ ಸಲ್ಲಿಸಿದರು. ೧೯೭೮ ರಿಂದ ೧೯೮೪ ರವರೆಗೆ ಹಾಸನ ಕ್ಷೇತ್ರದಿಂದ ಶಾಸಕರಾಗಿ ಕಾರ್ಯನಿರ್ವಹಿಸಿದ ತಾತನವರ ಕೆಲಸಗಳನ್ನು ಸ್ಮರಿಸಿದರು. [14,301,180,335]
cylinder-body [474,728,614,844]
question-paper-body: ಕರ್ನಾಟಕ ಶಾಲಾ ಪರೀಕ್ಷಾ ಮೌಲ್ಯನಿರ್ಣಯ ಮಂಡಳಿಯಿಂದ ಬರುವ ಪ್ರಶ್ನೆಪತ್ರಿಕೆಗಳನ್ನು ಖಜಾನೆಯಲ್ಲಿ ಸುರಕ್ಷಿತವಾಗಿ ಇರಿಸಲಾಗಿದೆ. [633,980,755,993]
bank-body [205,1026,463,1130]
herbal-land-body: ಸಕಲೇಶಪುರ ತಾಲೂಕಿನ ಹುಲ್ಲಹಳ್ಳಿ ಗ್ರಾಮದ ಸರ್ವೆ ನಂಬರ್ ೧೬ ರಲ್ಲಿ ಗಿಡಮೂಲಿಕೆ ಬೆಳೆಯಲು ೩ ಎಕರೆ ಜಮೀನನ್ನು ಮೀಸಲಿಡಲು ಕ್ರಮ ಕೈಗೊಳ್ಳುವಂತೆ ಜಿಲ್ಲಾಧಿಕಾರಿ ಕೆ.ಎಸ್.ಲತಾ ಕುಮಾರಿ ಸೂಚಿಸಿದರು. [784,427,912,447]
city-name: ಹಾಸನ [450,34,550,84]
left-column-rule [188,92,189,1134]
adoption-text: ಕಾನೂನುಬಾಹಿರ ದತ್ತು ಪ್ರಕ್ರಿಯೆ ಒಂದು ಸಾಮಾಜಿಕ ಪಿಡುಗಾಗಿದ್ದು, ಮಕ್ಕಳನ್ನು ದತ್ತು ಪಡೆಯಬೇಕಾದರೆ ಕಾನೂನಾತ್ಮಕವಾಗಿಯೇ ಪಡೆಯಬೇಕು ಎಂದು ಜಿಲ್ಲಾಧಿಕಾರಿ ಕೆ.ಎಸ್.ಲತಾಕುಮಾರಿ ತಿಳಿಸಿದರು. ನಗರದ ಹಾಸನಾಂಬ ಕಲಾಕ್ಷೇತ್ರದಲ್ಲಿ ಜಿಲ್ಲಾ ಮಕ್ಕಳ ರಕ್ಷಣಾ ಘಟಕದಿಂದ ಹಮ್ಮಿಕೊಂಡಿದ್ದ ದತ್ತು ಪ್ರಕ್ರಿಯೆ ಕುರಿತ ಅರಿವು ಕಾರ್ಯಕ್ರಮ ಉದ್ಘಾಟಿಸಿ ಮಾತನಾಡಿದರು. [14,1192,200,1219]
sslc-text-2: ಮೂಲಸೌಕರ್ಯ: ಪರೀಕ್ಷಾ ಕೇಂದ್ರಗಳಲ್ಲಿ ಕುಡಿಯುವ ನೀರು, ಶೌಚಾಲಯ ಹಾಗೂ ಬೆಳಕಿನ ವ್ಯವಸ್ಥೆ ಮಾಡಲಾಗಿದೆ. [630,1030,758,1043]
sslc-stat-2: ಕಾಲ ವಿದ್ಯಾರ್ಥಿಗಳು: 2080, ಪುನರಾವರ್ತಿತ [474,1033,555,1039]
